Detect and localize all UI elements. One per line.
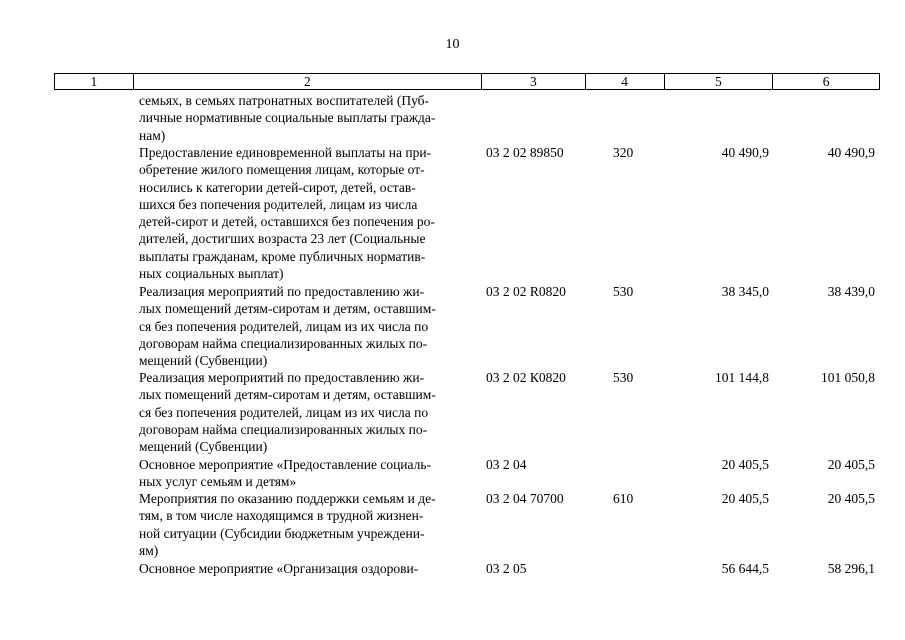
header-cell-2: 2	[134, 74, 482, 89]
row-code: 03 2 02 89850	[486, 145, 564, 160]
header-cell-6: 6	[822, 74, 830, 89]
row-value-6: 101 050,8	[821, 370, 875, 385]
row-code: 03 2 04 70700	[486, 491, 564, 506]
row-description: семьях, в семьях патронатных воспитателей (Пуб- личные нормативные социальные выплаты гражда- нам)	[139, 93, 436, 143]
row-value-6: 40 490,9	[827, 145, 875, 160]
row-value-6: 20 405,5	[827, 491, 875, 506]
row-value-6: 20 405,5	[827, 457, 875, 472]
row-description: Мероприятия по оказанию поддержки семьям и де- тям, в том числе находящимся в трудной жизнен- ной ситуации (Субсидии бюджетным учреждени- ям)	[139, 491, 436, 558]
row-value-6: 58 296,1	[827, 561, 875, 576]
row-value-5: 56 644,5	[721, 561, 769, 576]
row-value-5: 20 405,5	[721, 491, 769, 506]
header-cell-1: 1	[55, 74, 134, 89]
row-code: 03 2 02 R0820	[486, 284, 566, 299]
row-value-5: 101 144,8	[715, 370, 769, 385]
header-cell-5: 5	[665, 74, 774, 89]
row-description: Основное мероприятие «Организация оздорови-	[139, 561, 419, 576]
page-number: 10	[445, 37, 460, 52]
row-kvr: 610	[613, 491, 634, 506]
header-cell-3: 3	[482, 74, 586, 89]
row-value-6: 38 439,0	[827, 284, 875, 299]
table-header-row	[54, 73, 880, 90]
row-value-5: 20 405,5	[721, 457, 769, 472]
row-description: Реализация мероприятий по предоставлению жи- лых помещений детям-сиротам и детям, оставшим- ся без попечения родителей, лицам из их числа по договорам найма специализированных жилых по- мещений (Субвенции)	[139, 370, 436, 455]
row-value-5: 38 345,0	[721, 284, 769, 299]
row-code: 03 2 05	[486, 561, 527, 576]
row-kvr: 530	[613, 284, 634, 299]
row-description: Реализация мероприятий по предоставлению жи- лых помещений детям-сиротам и детям, оставшим- ся без попечения родителей, лицам из их числа по договорам найма специализированных жилых по- мещений (Субвенции)	[139, 284, 436, 369]
row-kvr: 530	[613, 370, 634, 385]
row-code: 03 2 02 К0820	[486, 370, 566, 385]
row-value-5: 40 490,9	[721, 145, 769, 160]
row-code: 03 2 04	[486, 457, 527, 472]
row-kvr: 320	[613, 145, 634, 160]
header-cell-4: 4	[586, 74, 665, 89]
row-description: Основное мероприятие «Предоставление социаль- ных услуг семьям и детям»	[139, 457, 432, 490]
row-description: Предоставление единовременной выплаты на при- обретение жилого помещения лицам, которые от- носились к категории детей-сирот, детей, остав- шихся без попечения родителей, лицам из числа детей-сирот и детей, оставшихся без попечения ро- дителей, достигших возраста 23 лет (Социальные выплаты гражданам, кроме публичных норматив- ных социальных выплат)	[139, 145, 435, 282]
